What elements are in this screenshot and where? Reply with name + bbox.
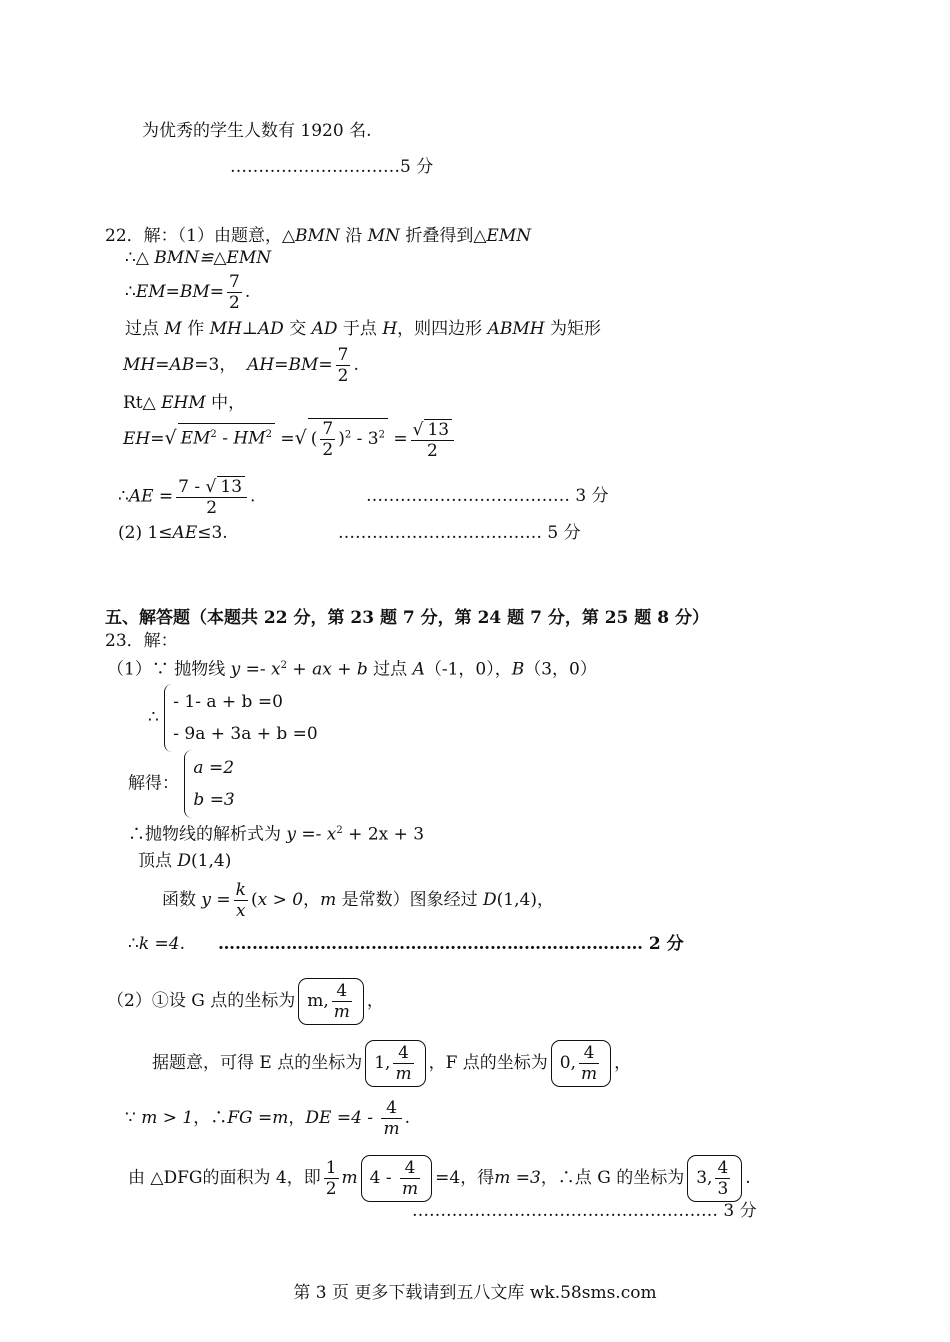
q22-part2: (2) 1≤AE≤3. — [118, 523, 228, 543]
q22-line2: ∴△ BMN≌△EMN — [125, 248, 272, 268]
q22-eh-formula: EH=√ $EM^2 - HM^2$ =√ ( $\frac{7}{2}$ )$^2 - 3^2$ = $\frac{√ 13}{2}$ — [123, 418, 457, 461]
k-score: ………………………………………………………………… 2 分 — [218, 934, 684, 954]
q22-line1: 22．解：（1）由题意，△BMN 沿 MN 折叠得到△EMN — [105, 226, 532, 246]
q23-part2-g: （2）①设 G 点的坐标为 m, $\frac{4}{m}$ ， — [107, 978, 384, 1025]
function-line: 函数 y = $\frac{k}{x}$ (x > 0，m 是常数）图象经过 D(1,4)， — [162, 880, 554, 921]
fg-de-line: ∵ m > 1，∴FG =m，DE =4 - $\frac{4}{m}$ . — [125, 1098, 410, 1139]
q22-score-3: ……………………………… 3 分 — [366, 486, 609, 506]
q22-line3: ∴EM=BM= $\frac{7}{2}$ . — [125, 272, 251, 313]
q23-line1: （1）∵ 抛物线 $y =- x^2$ + ax + b 过点 A（-1，0），B（3，0） — [107, 659, 597, 680]
area-line: 由 △DFG的面积为 4，即 $\frac{1}{2}$ m 4 - $\frac{4}{m}$ =4，得m =3，∴点 G 的坐标为 3, $\frac{4}{3}$ . — [128, 1155, 751, 1202]
q22-line4: 过点 M 作 MH⊥AD 交 AD 于点 H，则四边形 ABMH 为矩形 — [125, 319, 601, 339]
fraction-7-2: $\frac{7}{2}$ — [229, 272, 240, 313]
q23-label: 23．解： — [105, 631, 178, 651]
q22-line5: MH=AB=3， AH=BM= $\frac{7}{2}$ . — [123, 345, 359, 386]
section-heading: 五、解答题（本题共 22 分，第 23 题 7 分，第 24 题 7 分，第 25 题 8 分） — [105, 608, 709, 628]
q22-ae-result: ∴AE = $\frac{7 - √ 13}{2}$ . — [118, 477, 256, 518]
system-equations: ∴ - 1- a + b =0 - 9a + 3a + b =0 — [148, 684, 318, 752]
q22-score-5: ……………………………… 5 分 — [338, 523, 581, 543]
k-value: ∴k =4. — [128, 934, 185, 954]
solution-system: 解得： a =2 b =3 — [128, 750, 235, 818]
q22-line6: Rt△ EHM 中， — [123, 393, 246, 413]
vertex-line: 顶点 D(1,4) — [138, 851, 232, 871]
points-e-f: 据题意，可得 E 点的坐标为 1, $\frac{4}{m}$ ，F 点的坐标为 0, $\frac{4}{m}$ ， — [152, 1040, 631, 1087]
page-footer: 第 3 页 更多下载请到五八文库 wk.58sms.com — [293, 1283, 657, 1303]
q21-score: …………………………5 分 — [230, 157, 434, 177]
q21-conclusion: 为优秀的学生人数有 1920 名. — [142, 121, 372, 141]
parabola-expression: ∴抛物线的解析式为 $y =- x^2 + 2x + 3$ — [128, 824, 425, 845]
q23-score-3: ……………………………………………… 3 分 — [412, 1201, 757, 1221]
